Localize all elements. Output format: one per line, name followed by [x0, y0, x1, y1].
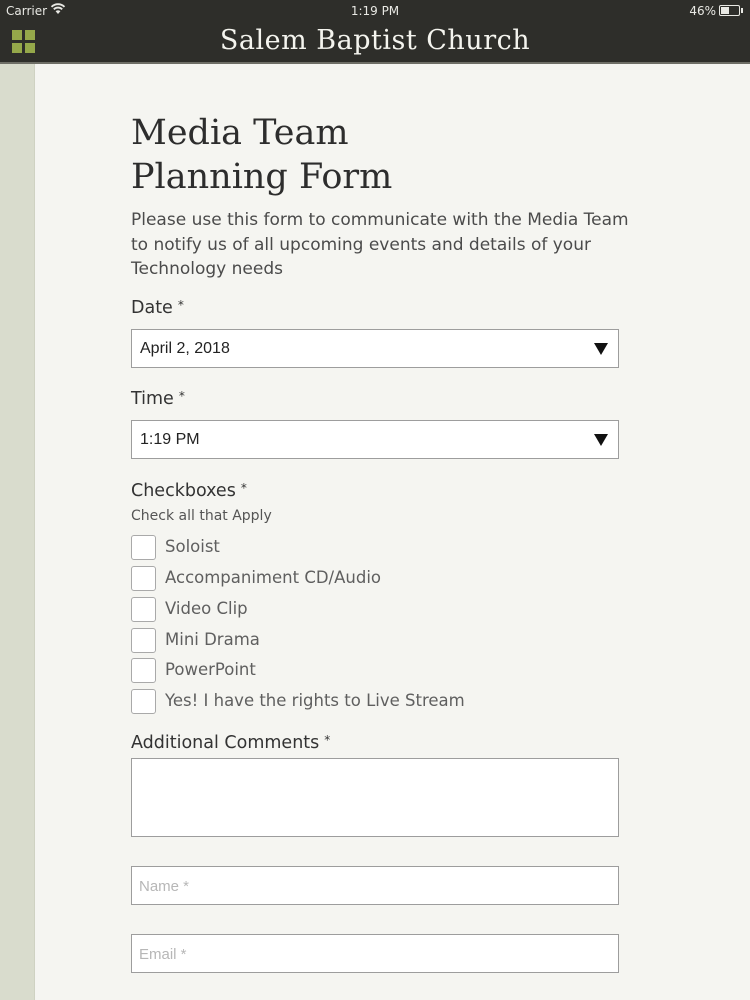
checkbox[interactable]	[131, 535, 156, 560]
time-label: Time *	[131, 389, 185, 409]
app-header	[0, 22, 750, 64]
carrier-label: Carrier	[6, 4, 48, 18]
name-input[interactable]	[131, 866, 619, 905]
checkboxes-label: Checkboxes *	[131, 481, 247, 501]
dropdown-arrow-icon	[594, 343, 608, 355]
name-placeholder: Name *	[139, 878, 190, 895]
checkbox[interactable]	[131, 658, 156, 683]
checkbox[interactable]	[131, 628, 156, 653]
checkbox-label: Yes! I have the rights to Live Stream	[165, 691, 465, 710]
date-label: Date *	[131, 298, 184, 318]
form-title-line1: Media Team	[131, 113, 349, 153]
checkbox-label: PowerPoint	[165, 660, 256, 679]
checkbox[interactable]	[131, 689, 156, 714]
dropdown-arrow-icon	[594, 434, 608, 446]
checkbox[interactable]	[131, 566, 156, 591]
status-bar	[0, 0, 750, 22]
side-strip	[0, 64, 35, 1000]
date-select[interactable]	[131, 329, 619, 368]
email-placeholder: Email *	[139, 946, 187, 963]
checkboxes-hint: Check all that Apply	[131, 508, 272, 524]
battery-icon	[719, 5, 740, 16]
form-title-line2: Planning Form	[131, 157, 393, 197]
email-input[interactable]	[131, 934, 619, 973]
form-intro: Please use this form to communicate with the Media Team to notify us of all upcoming events and details of your Technology needs	[131, 210, 629, 279]
checkbox-label: Soloist	[165, 537, 220, 556]
time-select[interactable]	[131, 420, 619, 459]
app-title: Salem Baptist Church	[219, 25, 531, 56]
battery-percent: 46%	[689, 4, 716, 18]
form-container	[35, 64, 750, 1000]
status-time: 1:19 PM	[350, 4, 400, 18]
checkbox-label: Video Clip	[165, 599, 248, 618]
comments-textarea[interactable]	[131, 758, 619, 837]
time-value: 1:19 PM	[140, 431, 200, 448]
comments-label: Additional Comments *	[131, 733, 331, 753]
checkbox-label: Mini Drama	[165, 630, 260, 649]
checkbox-label: Accompaniment CD/Audio	[165, 568, 382, 587]
checkbox[interactable]	[131, 597, 156, 622]
date-value: April 2, 2018	[140, 340, 230, 357]
